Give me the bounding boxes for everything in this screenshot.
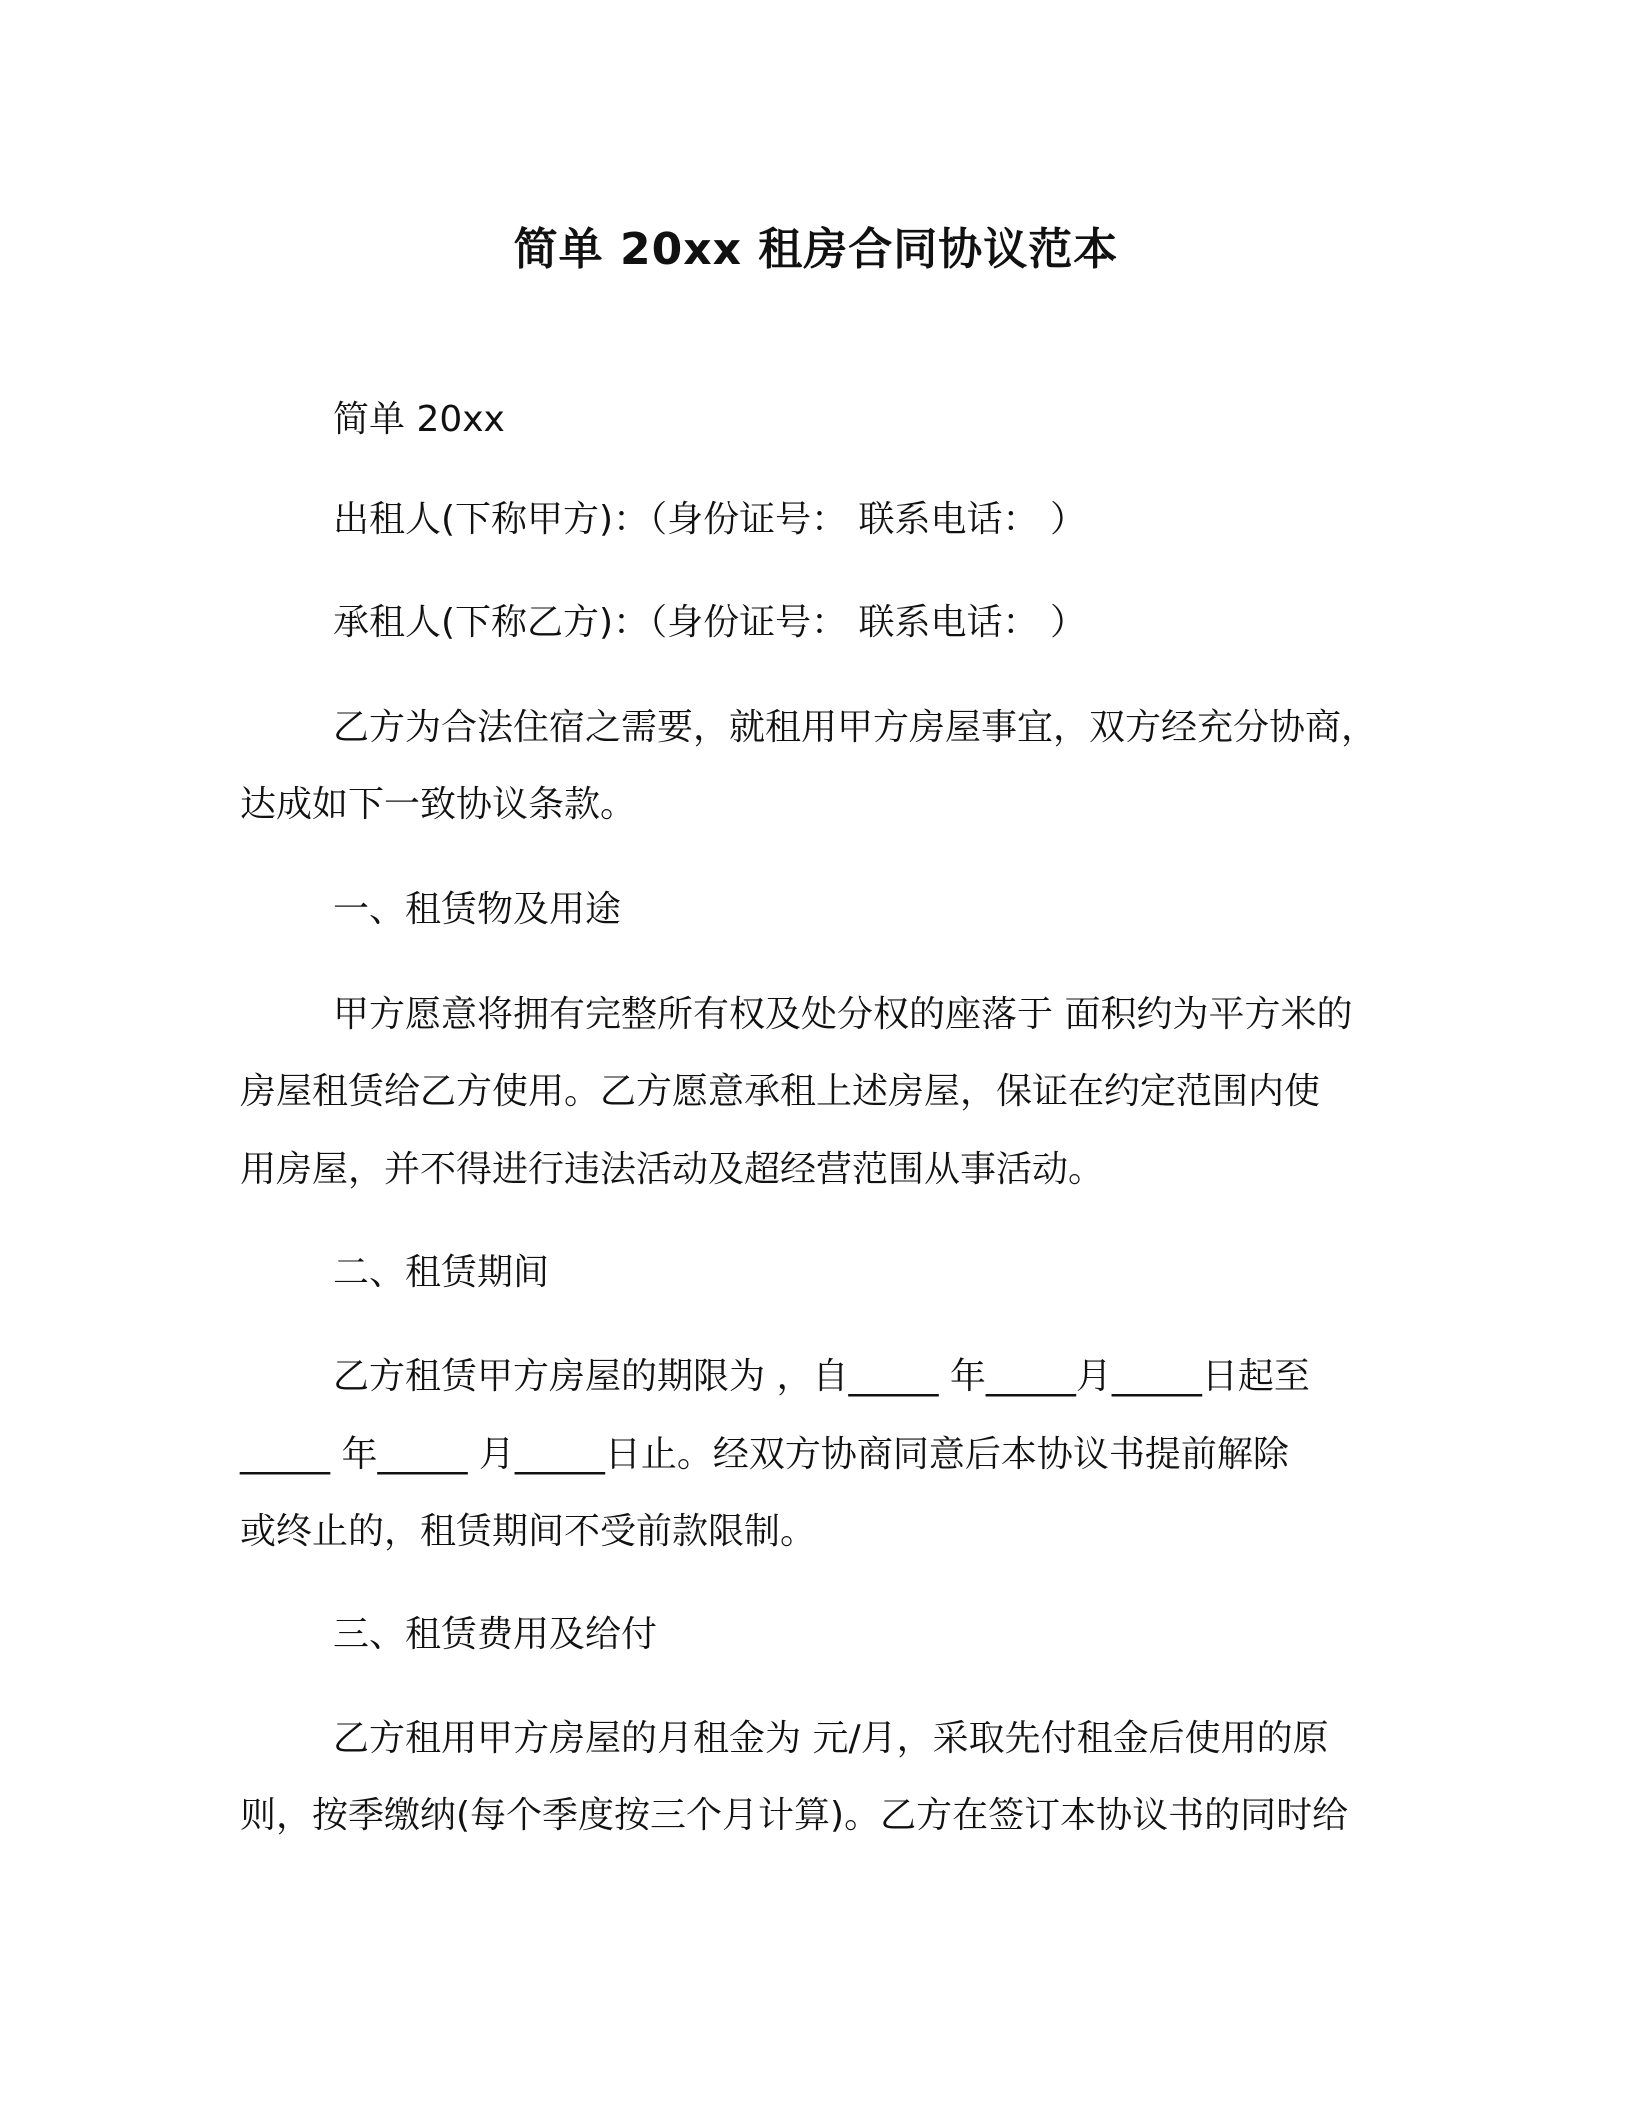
paragraph-line: 甲方愿意将拥有完整所有权及处分权的座落于 面积约为平方米的 (333, 994, 1353, 1035)
paragraph-line: 或终止的，租赁期间不受前款限制。 (240, 1511, 817, 1552)
paragraph-line: 房屋租赁给乙方使用。乙方愿意承租上述房屋，保证在约定范围内使 (240, 1071, 1321, 1112)
subtitle-line: 简单 20xx (333, 399, 505, 440)
lessor-line: 出租人(下称甲方)：（身份证号： 联系电话： ） (333, 499, 1086, 540)
paragraph-line: 则，按季缴纳(每个季度按三个月计算)。乙方在签订本协议书的同时给 (240, 1795, 1349, 1836)
paragraph-line: 乙方为合法住宿之需要，就租用甲方房屋事宜，双方经充分协商， (333, 707, 1378, 748)
document-title: 简单 20xx 租房合同协议范本 (513, 224, 1119, 275)
paragraph-line: 乙方租用甲方房屋的月租金为 元/月，采取先付租金后使用的原 (333, 1718, 1329, 1759)
paragraph-line: 达成如下一致协议条款。 (240, 784, 637, 825)
paragraph-line: _____ 年_____ 月_____日止。经双方协商同意后本协议书提前解除 (240, 1434, 1289, 1475)
section-heading: 三、租赁费用及给付 (333, 1614, 658, 1655)
lessee-line: 承租人(下称乙方)：（身份证号： 联系电话： ） (333, 602, 1086, 643)
paragraph-line: 用房屋，并不得进行违法活动及超经营范围从事活动。 (240, 1149, 1105, 1190)
paragraph-line: 乙方租赁甲方房屋的期限为 ，自_____ 年_____月_____日起至 (333, 1356, 1310, 1397)
section-heading: 一、租赁物及用途 (333, 889, 622, 930)
section-heading: 二、租赁期间 (333, 1252, 550, 1293)
